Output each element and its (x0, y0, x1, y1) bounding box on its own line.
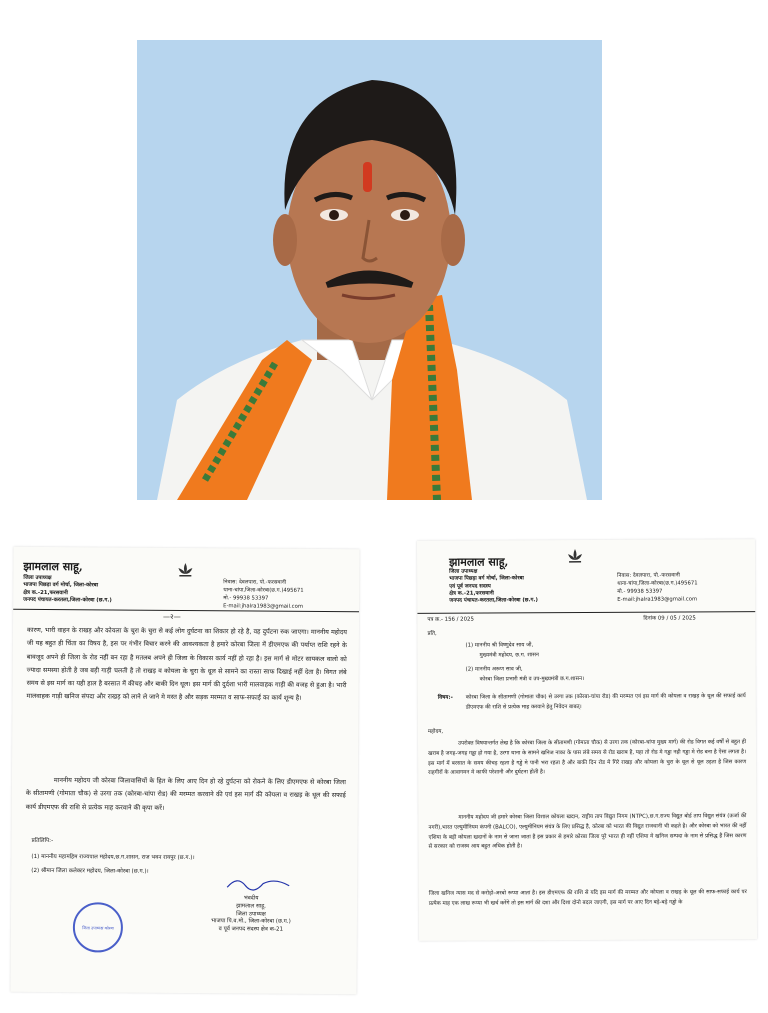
addressee-line: मुख्यमंत्री महोदय, छ.ग. शासन (479, 652, 539, 659)
addressee-line: (2) माननीय अरूण साव जी, (465, 666, 523, 673)
sender-designation (23, 575, 112, 605)
sender-name: झामलाल साहू, (449, 555, 509, 569)
addressee-2 (466, 665, 585, 685)
sender-name: झामलाल साहू, (23, 559, 83, 574)
stamp-text: जिला उपाध्यक्ष कोरबा (82, 925, 114, 931)
phone: मो.- 99938 53397 (617, 588, 663, 595)
letterhead (417, 539, 755, 614)
copy-list (31, 854, 341, 878)
phone: मो.- 99938 53397 (223, 595, 269, 602)
sender-designation (449, 568, 538, 605)
letterhead (13, 547, 359, 612)
header-line: क्षेत्र क.-21,फरसवानी (23, 589, 68, 596)
email: E-mail:jhalra1983@gmail.com (617, 596, 698, 603)
lotus-emblem-icon (565, 546, 585, 566)
signature (223, 873, 293, 893)
subject: कोरबा जिला के सीतामणी (गोमाता चौक) से उरगा तक (कोरबा-चांपा रोड) की मरम्मत एवं इस मार्ग की कोयला व राखड़ के धूल की सफाई कार्य डीएमएफ की राशि से प्रत्येक माह करवाने हेतु निवेदन बाबत्। (465, 693, 746, 711)
copy-item: (2) श्रीमान जिला कलेक्टर महोदय, जिला-कोरबा (छ.ग.)। (31, 867, 149, 875)
header-line: जनपद पंचायत-करतला,जिला-कोरबा (छ.ग.) (23, 596, 112, 604)
sign-line: जिला उपाध्यक्ष (236, 910, 266, 918)
salutation: महोदय, (427, 728, 444, 735)
paragraph: कारण, भारी वाहन के राखड़ और कोयला के चुरा के चुरा से कई लोग दुर्घटना का शिकार हो रहे है, वह दुर्घटना रुक जाएगा। माननीय महोदय जी यह बहुत ही चिंता का विषय है, इस पर गंभीर विचार करने की आवश्यकता है हमारे कोरबा जिला में डीएमएफ की पर्याप्त राशि रहने के बावजूद अपने ही जिला के रोड नहीं बन रहा है मतलब अपने ही जिला के विकास कार्य नहीं हो रहा है। इस मार्ग से मोटर सायकल वालो को ज्यादा समस्या होती है जब बड़ी गाड़ी चलती है तो राखड़ व कोयला के चुरा के धूल से सामने का रास्ता साफ दिखाई नहीं देता है। विगत लंबे समय से इस मार्ग का यही हाल है बरसात में कीचड़ और बाकी दिन धूल। इस मार्ग की दुर्दशा भारी मालवाहक गाड़ी की वजह से हुआ है। भारी मालवाहक गाड़ी खनिज संपदा और राखड़ को लाने ले जाने मे मस्त है और सड़क मरम्मत व साफ-सफाई का कार्य शून्य है। (26, 625, 347, 703)
sign-line: झामलाल साहू, (236, 903, 266, 910)
portrait-photo (137, 40, 602, 500)
paragraph: माननीय महोदय जी कोरबा जिलावासियों के हित के लिए आए दिन हो रहे दुर्घटना को रोकने के लिए डीएमएफ से कोरबा जिला के सीतामणी (गोमाता चौक) से उरगा तक (कोरबा-चांपा रोड) की मरम्मत करवाने की एवं इस मार्ग की कोयला व राखड़ के धूल की सफाई कार्य डीएमएफ की राशि से प्रत्येक माह करवाने की कृपा करें। (25, 776, 346, 812)
sign-line: भवदीय (243, 895, 259, 902)
header-line: भाजपा पिछड़ा वर्ग मोर्चा, जिला-कोरबा (23, 582, 99, 589)
paragraph: जिला खनिज न्यास मद से करोड़ो-अरबो रूप्या आता है। इस डीएमएफ की राशि से यदि इस मार्ग की मरम्मत और कोयला व राखड़ के धूल की साफ-सफाई कार्य पर प्रत्येक माह एक लाख रूप्या भी खर्च करेंगे तो इस मार्ग की दशा और दिशा दोनो बदल जाएगी, इस मार्ग पर आए दिन बड़े-बड़े गड्ढो के (428, 889, 747, 907)
addressee-1 (465, 641, 538, 661)
address-line: थाना-चांपा,जिला-कोरबा(छ.ग.)495671 (617, 580, 698, 587)
address-line: थाना-चांपा,जिला-कोरबा(छ.ग.)495671 (223, 587, 304, 594)
paragraph: उपरोक्त विषयान्तर्गत लेख है कि कोरबा जिला के सीतामणी (गोमाता चौक) से उरगा तक (कोरबा-चांपा मुख्य मार्ग) की रोड विगत कई वर्षों से बहुत ही खराब है जगह-जगह गड्ढा हो गया है, उरगा थाना के सामने खनिज नाका के पास लंबे समय से रोड खराब है, यहा तो रोड मे गड्ढा नही गड्ढा मे रोड बना है ऐसा लगता है। इस मार्ग में बरसात के समय कीचड़ रहता है गड्ढे मे पानी भरा रहता है और बाकी दिन रोड मे गिरे राखड़ और कोयला के चुरा के धूल से धूल उड़ता है जिस कारण राहगीरों के आवागमन मे काफी परेशानी और दुर्घटना होती है। (428, 739, 747, 777)
header-line: एवं पूर्व जनपद सदस्य (449, 583, 491, 590)
header-line: जनपद पंचायत-करतला,जिला-कोरबा (छ.ग.) (449, 597, 538, 604)
reference-number: पत्र क्र.- 156 / 2025 (427, 616, 474, 623)
header-line: भाजपा पिछड़ा वर्ग मोर्चा, जिला-कोरबा (449, 575, 524, 583)
header-line: क्षेत्र क.-21,फरसवानी (449, 590, 494, 597)
letter-page-1 (417, 539, 757, 941)
header-line: जिला उपाध्यक्ष (449, 568, 478, 575)
page-marker: —२— (163, 612, 181, 621)
contact-block (223, 578, 304, 611)
copy-item: (1) माननीय महामहिम राज्यपाल महोदय,छ.ग.शासन, राज भवन रायपुर (छ.ग.)। (31, 853, 195, 862)
addressee-line: (1) माननीय श्री विष्णुदेव साय जी, (465, 642, 534, 649)
signature-block (191, 895, 311, 935)
sign-line: भाजपा पि.व.मो., जिला-कोरबा (छ.ग.) (211, 918, 291, 926)
letter-page-2 (10, 547, 359, 994)
address-line: निवास: देवलपारा, पो.-फरसवानी (617, 572, 680, 579)
addressee-line: कोरबा जिला प्रभारी मंत्री व उप-मुख्यमंत्री छ.ग.शासन। (479, 675, 585, 683)
addressee-label: प्रति, (427, 630, 437, 637)
address-line: निवास: देवलपारा, पो.-फरसवानी (223, 579, 287, 586)
contact-block (617, 571, 698, 603)
sign-line: व पूर्व जनपद सदस्य क्षेत्र क-21 (218, 926, 284, 933)
lotus-emblem-icon (175, 560, 195, 580)
header-line: जिला उपाध्यक्ष (23, 574, 52, 582)
subject-label: विषय:- (437, 694, 453, 701)
official-stamp (73, 902, 123, 952)
copy-label: प्रतिलिपि:- (31, 837, 54, 845)
email: E-mail:jhalra1983@gmail.com (223, 603, 304, 610)
letter-date: दिनांक 09 / 05 / 2025 (643, 615, 696, 622)
paragraph: माननीय महोदय जी हमारे कोरबा जिला विशाल कोयला खदान, राष्ट्रीय ताप विद्युत निगम (NTPC),छ.ग.राज्य विद्युत बोर्ड ताप विद्युत संयंत्र (ऊर्जा की नगरी),भारत एल्युमीनियम कंपनी (BALCO), एल्युमीनियम संयंत्र के लिए प्रसिद्ध है, कोरबा को भारत की विद्युत राजधानी भी कहते है। और कोरबा को भारत की नहीं एशिया के बड़ी कोयला खदानों के नाम से जाना जाता है इस प्रकार से हमारे कोरबा जिला पूरे भारत ही नहीं एशिया मे खनिज सम्पदा के नाम से प्रसिद्ध है जिस कारण से सरकार को राजस्व आय बहुत अधिक होती है। (428, 813, 747, 851)
